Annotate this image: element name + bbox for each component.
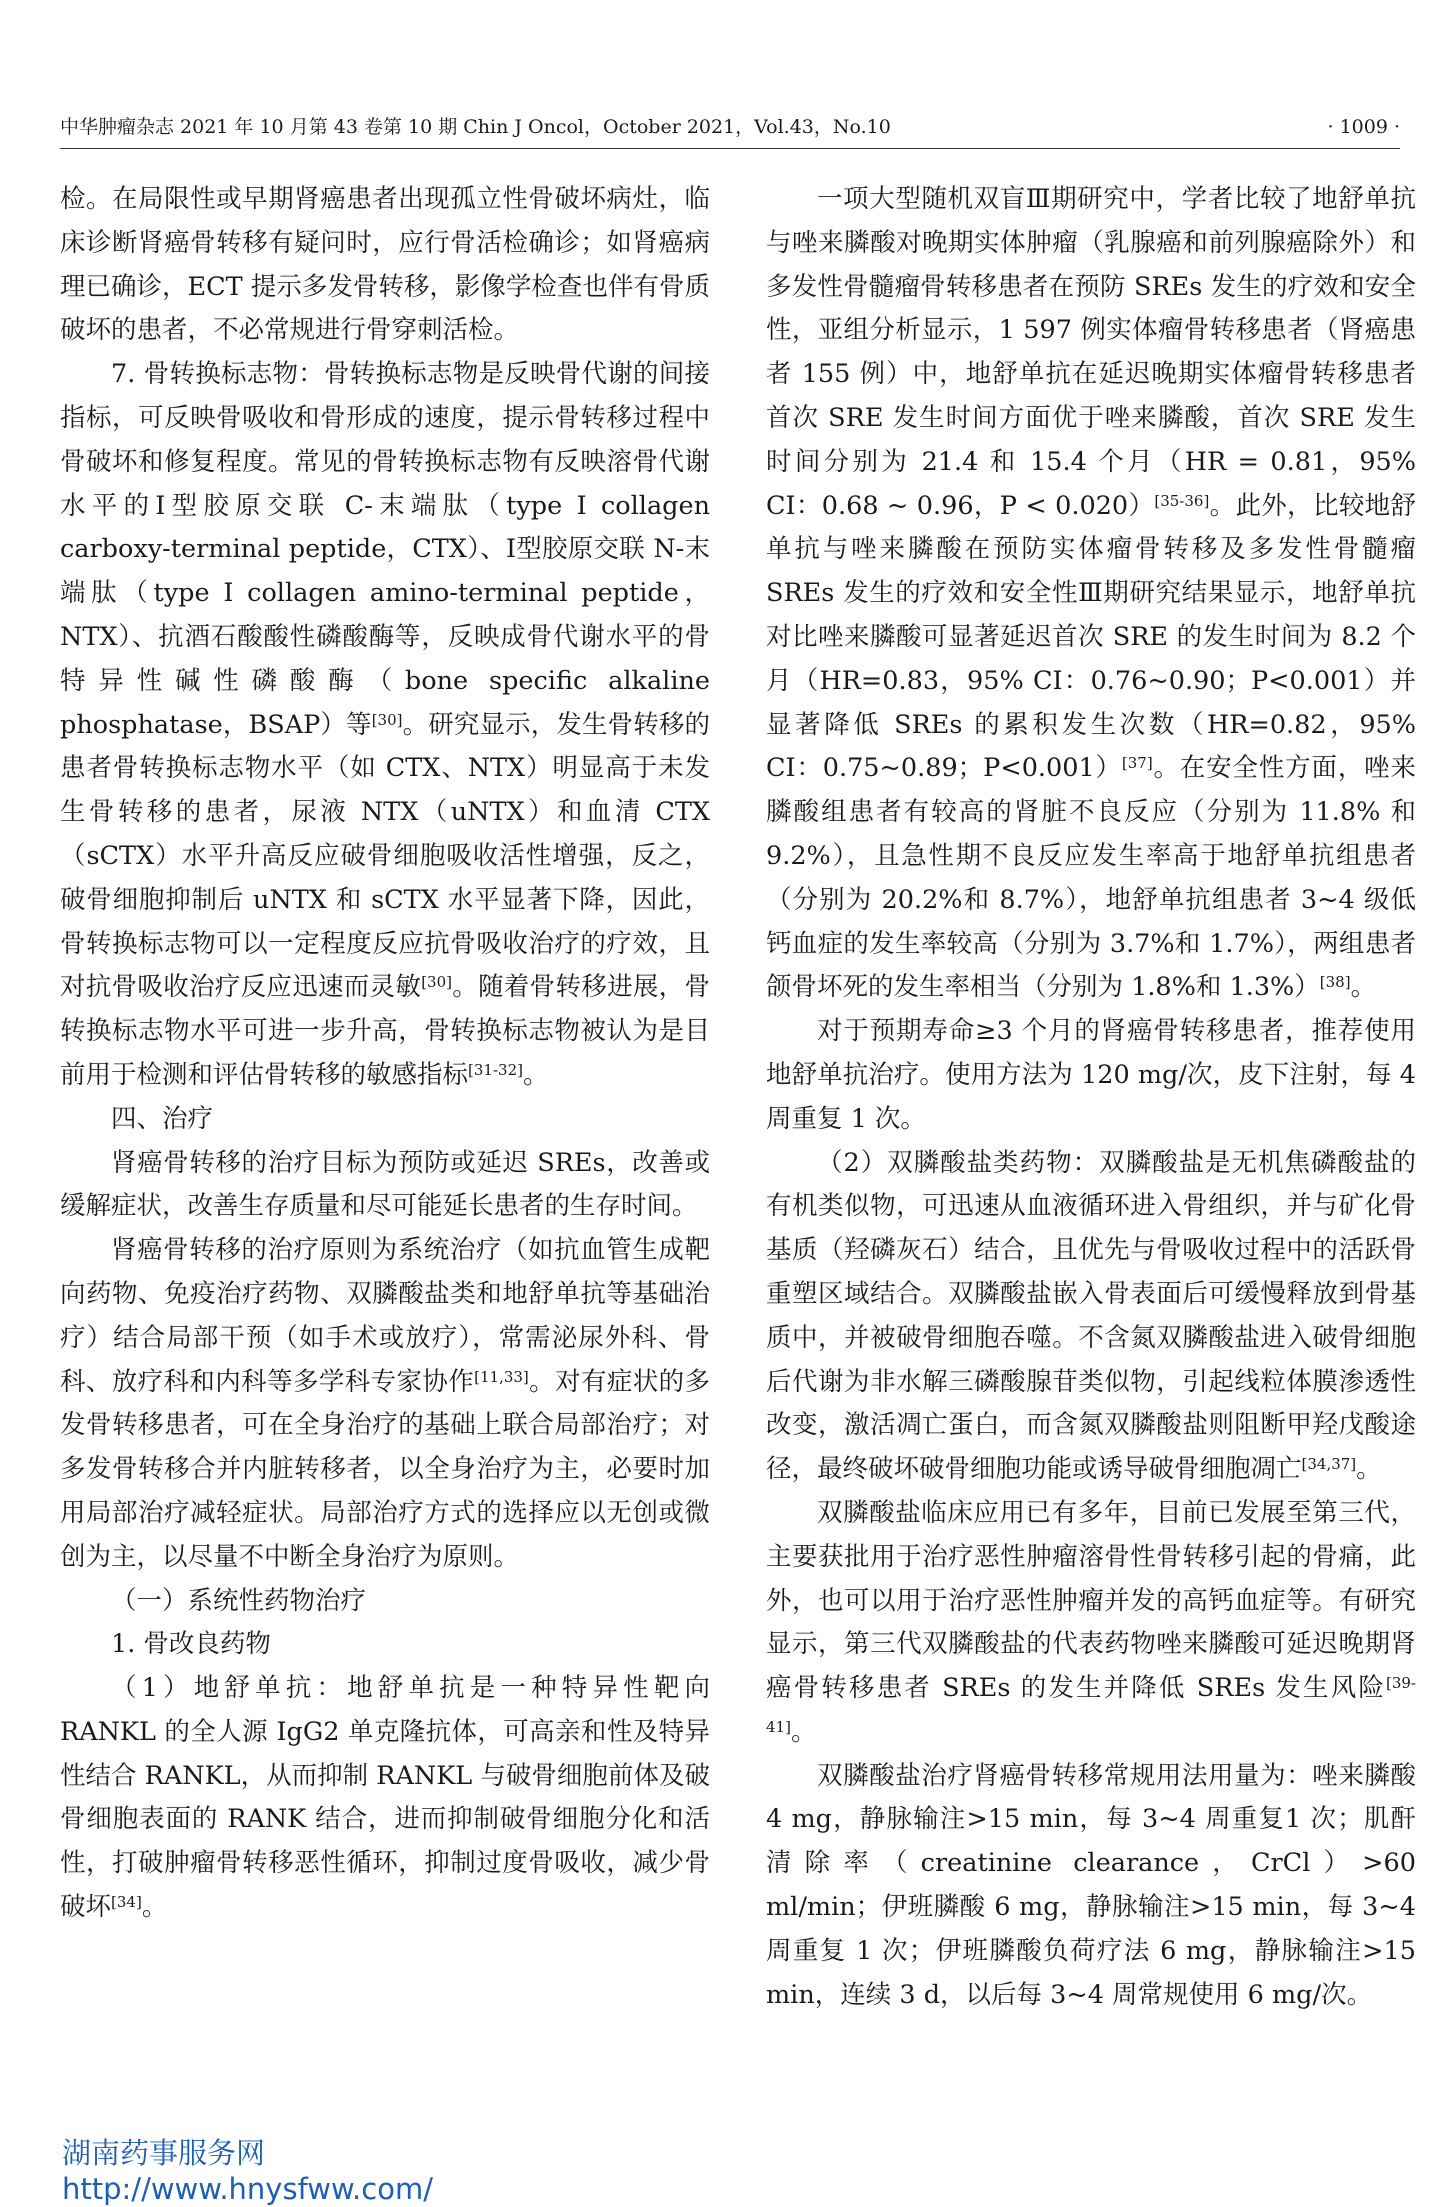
paragraph <box>60 1623 710 1667</box>
citation-ref: [31-32] <box>468 1060 523 1079</box>
paragraph-text: 。 <box>141 1892 168 1923</box>
citation-ref: [34,37] <box>1301 1455 1357 1474</box>
paragraph-text: 7. 骨转换标志物：骨转换标志物是反映骨代谢的间接指标，可反映骨吸收和骨形成的速度，提示骨转移过程中骨破坏和修复程度。常见的骨转换标志物有反映溶骨代谢水平的Ⅰ型胶原交联 C-末端肽（type I collagen carboxy-terminal peptide，CTX）、Ⅰ型胶原交联 N-末端肽（type I collagen amino-terminal peptide，NTX）、抗酒石酸酸性磷酸酶等，反映成骨代谢水平的骨特异性碱性磷酸酶（bone specific alkaline phosphatase，BSAP）等 <box>60 359 710 740</box>
paragraph <box>60 1229 710 1579</box>
paragraph-text: 。对有症状的多发骨转移患者，可在全身治疗的基础上联合局部治疗；对多发骨转移合并内脏转移者，以全身治疗为主，必要时加用局部治疗减轻症状。局部治疗方式的选择应以无创或微创为主，以尽量不中断全身治疗为原则。 <box>60 1366 710 1572</box>
paragraph <box>60 178 710 353</box>
paragraph-text: 1. 骨改良药物 <box>111 1629 271 1660</box>
paragraph-text: 。 <box>1356 1454 1382 1485</box>
citation-ref: [35-36] <box>1154 491 1210 510</box>
paragraph-text: 。研究显示，发生骨转移的患者骨转换标志物水平（如 CTX、NTX）明显高于未发生骨转移的患者，尿液 NTX（uNTX）和血清 CTX（sCTX）水平升高反应破骨细胞吸收活性增强，反之，破骨细胞抑制后 uNTX 和 sCTX 水平显著下降，因此，骨转换标志物可以一定程度反应抗骨吸收治疗的疗效，且对抗骨吸收治疗反应迅速而灵敏 <box>60 709 710 1003</box>
paragraph-text: 。在安全性方面，唑来膦酸组患者有较高的肾脏不良反应（分别为 11.8% 和 9.2%），且急性期不良反应发生率高于地舒单抗组患者（分别为 20.2%和 8.7%），地舒单抗组患者 3~4 级低钙血症的发生率较高（分别为 3.7%和 1.7%），两组患者颌骨坏死的发生率相当（分别为 1.8%和 1.3%） <box>766 753 1416 1003</box>
paragraph <box>60 1580 710 1624</box>
paragraph-text: 。 <box>522 1059 549 1090</box>
paragraph-text: 一项大型随机双盲Ⅲ期研究中，学者比较了地舒单抗与唑来膦酸对晚期实体肿瘤（乳腺癌和前列腺癌除外）和多发性骨髓瘤骨转移患者在预防 SREs 发生的疗效和安全性，亚组分析显示，1 597 例实体瘤骨转移患者（肾癌患者 155 例）中，地舒单抗在延迟晚期实体瘤骨转移患者首次 SRE 发生时间方面优于唑来膦酸，首次 SRE 发生时间分别为 21.4 和 15.4 个月（HR = 0.81，95% CI：0.68 ~ 0.96，P < 0.020） <box>766 184 1416 521</box>
paragraph-text: （一）系统性药物治疗 <box>111 1585 367 1616</box>
paragraph-text: 对于预期寿命≥3 个月的肾癌骨转移患者，推荐使用地舒单抗治疗。使用方法为 120 mg/次，皮下注射，每 4 周重复 1 次。 <box>766 1016 1416 1134</box>
paragraph-text: 。随着骨转移进展，骨转换标志物水平可进一步升高，骨转换标志物被认为是目前用于检测和评估骨转移的敏感指标 <box>60 972 710 1090</box>
paragraph-text: 四、治疗 <box>111 1103 214 1134</box>
citation-ref: [34] <box>111 1893 142 1912</box>
paragraph <box>60 353 710 1098</box>
header-rule <box>60 148 1400 149</box>
watermark <box>62 2135 582 2207</box>
paragraph <box>766 1142 1416 1492</box>
right-column <box>766 178 1416 2128</box>
citation-ref: [37] <box>1121 754 1153 773</box>
watermark-site-name: 湖南药事服务网 <box>62 2136 266 2170</box>
paragraph <box>766 1755 1416 2018</box>
citation-ref: [30] <box>421 973 452 992</box>
paragraph-text: 肾癌骨转移的治疗原则为系统治疗（如抗血管生成靶向药物、免疫治疗药物、双膦酸盐类和地舒单抗等基础治疗）结合局部干预（如手术或放疗），常需泌尿外科、骨科、放疗科和内科等多学科专家协作 <box>60 1235 710 1397</box>
watermark-url: http://www.hnysfww.com/ <box>62 2172 433 2206</box>
paragraph <box>60 1667 710 1930</box>
left-column <box>60 178 710 2128</box>
page-number: · 1009 · <box>1327 116 1400 138</box>
paragraph <box>60 1098 710 1142</box>
paragraph <box>766 178 1416 1010</box>
journal-citation: 中华肿瘤杂志 2021 年 10 月第 43 卷第 10 期 Chin J Oncol，October 2021，Vol.43，No.10 <box>60 116 891 138</box>
citation-ref: [39-41] <box>766 1674 1416 1736</box>
paragraph-text: 。 <box>1350 972 1377 1003</box>
paragraph <box>766 1010 1416 1141</box>
citation-ref: [11,33] <box>474 1367 529 1386</box>
citation-ref: [30] <box>371 710 403 729</box>
paragraph-text: 。此外，比较地舒单抗与唑来膦酸在预防实体瘤骨转移及多发性骨髓瘤 SREs 发生的疗效和安全性Ⅲ期研究结果显示，地舒单抗对比唑来膦酸可显著延迟首次 SRE 的发生时间为 8.2 个月（HR=0.83，95% CI：0.76~0.90；P<0.001）并显著降低 SREs 的累积发生次数（HR=0.82，95% CI：0.75~0.89；P<0.001） <box>766 490 1416 784</box>
paragraph-text: （2）双膦酸盐类药物：双膦酸盐是无机焦磷酸盐的有机类似物，可迅速从血液循环进入骨组织，并与矿化骨基质（羟磷灰石）结合，且优先与骨吸收过程中的活跃骨重塑区域结合。双膦酸盐嵌入骨表面后可缓慢释放到骨基质中，并被破骨细胞吞噬。不含氮双膦酸盐进入破骨细胞后代谢为非水解三磷酸腺苷类似物，引起线粒体膜渗透性改变，激活凋亡蛋白，而含氮双膦酸盐则阻断甲羟戊酸途径，最终破坏破骨细胞功能或诱导破骨细胞凋亡 <box>766 1147 1416 1485</box>
paragraph <box>766 1492 1416 1755</box>
citation-ref: [38] <box>1319 973 1351 992</box>
paragraph-text: 肾癌骨转移的治疗目标为预防或延迟 SREs，改善或缓解症状，改善生存质量和尽可能延长患者的生存时间。 <box>60 1147 710 1222</box>
paragraph-text: 检。在局限性或早期肾癌患者出现孤立性骨破坏病灶，临床诊断肾癌骨转移有疑问时，应行骨活检确诊；如肾癌病理已确诊，ECT 提示多发骨转移，影像学检查也伴有骨质破坏的患者，不必常规进行骨穿刺活检。 <box>60 184 710 346</box>
paragraph <box>60 1142 710 1230</box>
paragraph-text: 。 <box>790 1716 817 1747</box>
paragraph-text: （1）地舒单抗：地舒单抗是一种特异性靶向 RANKL 的全人源 IgG2 单克隆抗体，可高亲和性及特异性结合 RANKL，从而抑制 RANKL 与破骨细胞前体及破骨细胞表面的 RANK 结合，进而抑制破骨细胞分化和活性，打破肿瘤骨转移恶性循环，抑制过度骨吸收，减少骨破坏 <box>60 1673 710 1923</box>
running-header <box>60 112 1400 142</box>
paragraph-text: 双膦酸盐临床应用已有多年，目前已发展至第三代，主要获批用于治疗恶性肿瘤溶骨性骨转移引起的骨痛，此外，也可以用于治疗恶性肿瘤并发的高钙血症等。有研究显示，第三代双膦酸盐的代表药物唑来膦酸可延迟晚期肾癌骨转移患者 SREs 的发生并降低 SREs 发生风险 <box>766 1497 1416 1704</box>
paragraph-text: 双膦酸盐治疗肾癌骨转移常规用法用量为：唑来膦酸 4 mg，静脉输注>15 min，每 3~4 周重复1 次；肌酐清除率（creatinine clearance，CrCl）>60 ml/min；伊班膦酸 6 mg，静脉输注>15 min，每 3~4 周重复 1 次；伊班膦酸负荷疗法 6 mg，静脉输注>15 min，连续 3 d，以后每 3~4 周常规使用 6 mg/次。 <box>766 1760 1416 2010</box>
